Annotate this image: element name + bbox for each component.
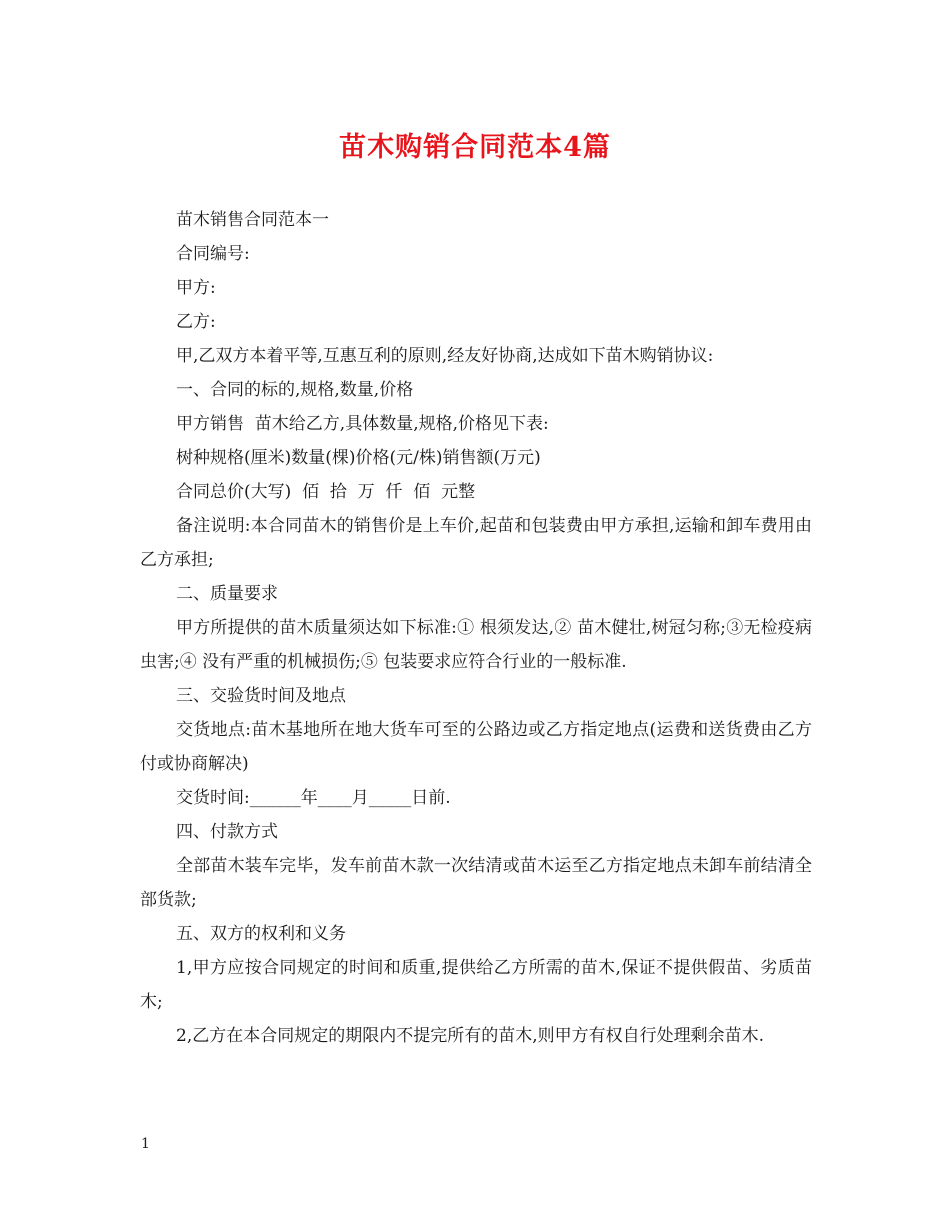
document-title: 苗木购销合同范本4篇 — [339, 132, 611, 163]
paragraph-obligation-2: 2,乙方在本合同规定的期限内不提完所有的苗木,则甲方有权自行处理剩余苗木. — [176, 1026, 765, 1046]
paragraph-party-a: 甲方: — [176, 278, 216, 298]
paragraph-section-heading: 苗木销售合同范本一 — [176, 210, 329, 230]
paragraph-clause-1-heading: 一、合同的标的,规格,数量,价格 — [176, 380, 414, 400]
paragraph-total-price: 合同总价(大写) 佰 拾 万 仟 佰 元整 — [176, 482, 476, 502]
paragraph-contract-number: 合同编号: — [176, 244, 250, 264]
paragraph-clause-4-heading: 四、付款方式 — [176, 822, 278, 842]
paragraph-remarks: 备注说明:本合同苗木的销售价是上车价,起苗和包装费由甲方承担,运输和卸车费用由乙方承担; — [140, 516, 812, 570]
paragraph-delivery-time: 交货时间:______年____月_____日前. — [176, 788, 451, 808]
paragraph-quality-standards: 甲方所提供的苗木质量须达如下标准:① 根须发达,② 苗木健壮,树冠匀称;③无检疫病虫害;④ 没有严重的机械损伤;⑤ 包装要求应符合行业的一般标准. — [140, 618, 812, 672]
paragraph-clause-5-heading: 五、双方的权利和义务 — [176, 924, 346, 944]
paragraph-party-b: 乙方: — [176, 312, 216, 332]
page-number: 1 — [141, 1136, 150, 1152]
paragraph-obligation-1: 1,甲方应按合同规定的时间和质重,提供给乙方所需的苗木,保证不提供假苗、劣质苗木; — [140, 958, 812, 1012]
paragraph-table-header: 树种规格(厘米)数量(棵)价格(元/株)销售额(万元) — [176, 448, 541, 468]
paragraph-preamble: 甲,乙双方本着平等,互惠互利的原则,经友好协商,达成如下苗木购销协议: — [176, 346, 714, 366]
document-body — [140, 203, 812, 1053]
paragraph-clause-2-heading: 二、质量要求 — [176, 584, 278, 604]
paragraph-clause-3-heading: 三、交验货时间及地点 — [176, 686, 346, 706]
paragraph-clause-1-text: 甲方销售 苗木给乙方,具体数量,规格,价格见下表: — [176, 414, 549, 434]
paragraph-delivery-location: 交货地点:苗木基地所在地大货车可至的公路边或乙方指定地点(运费和送货费由乙方付或协商解决) — [140, 720, 812, 774]
paragraph-payment-terms: 全部苗木装车完毕，发车前苗木款一次结清或苗木运至乙方指定地点未卸车前结清全部货款; — [140, 856, 812, 910]
